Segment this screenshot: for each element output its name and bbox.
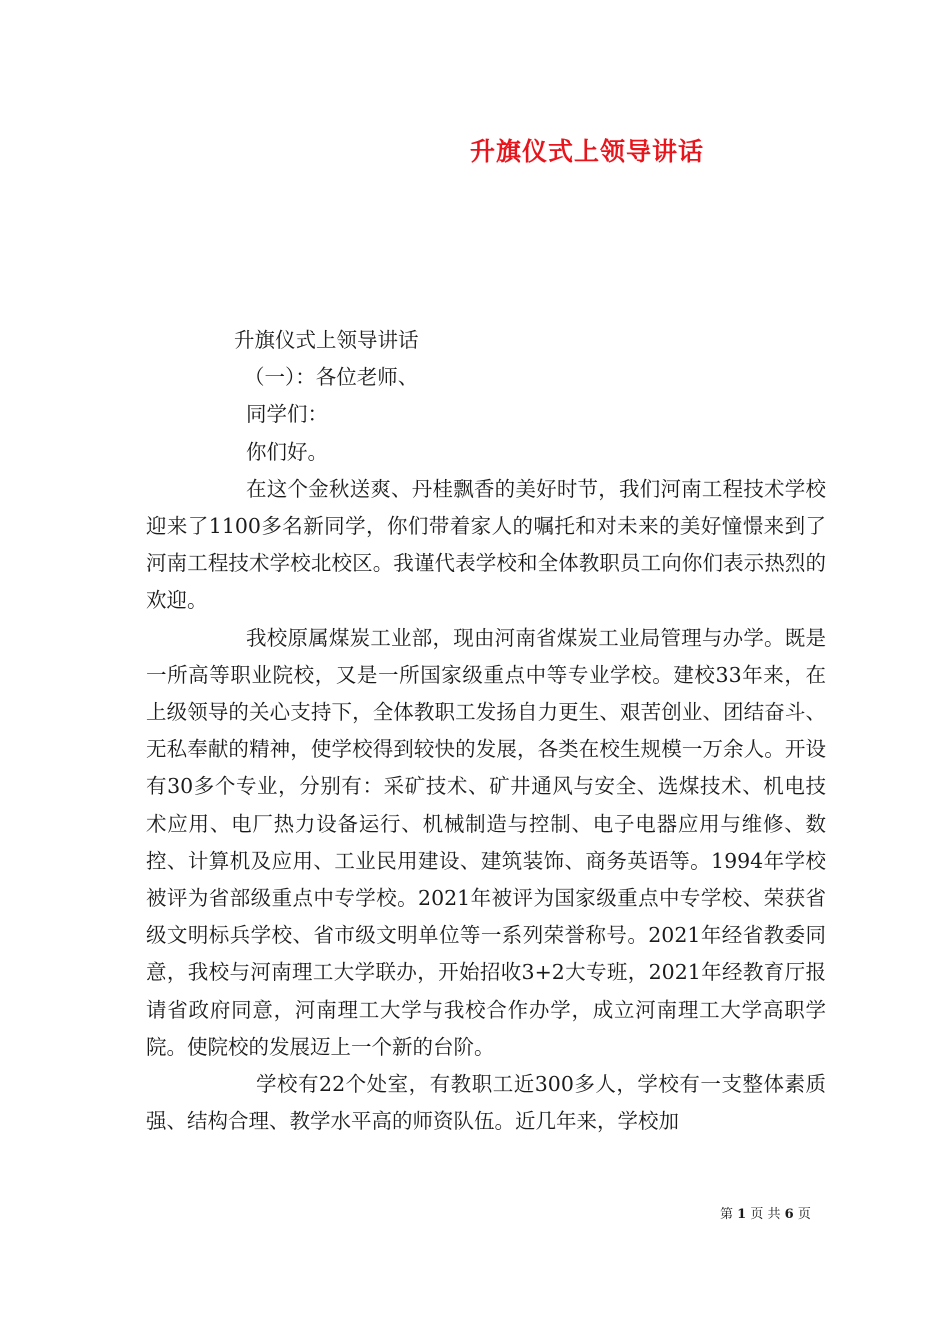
paragraph-welcome: 在这个金秋送爽、丹桂飘香的美好时节，我们河南工程技术学校迎来了1100多名新同学，你们带着家人的嘱托和对未来的美好憧憬来到了河南工程技术学校北校区。我谨代表学校和全体教职员工向你们表示热烈的欢迎。 xyxy=(146,476,826,613)
paragraph-faculty: 学校有22个处室，有教职工近300多人，学校有一支整体素质强、结构合理、教学水平高的师资队伍。近几年来，学校加 xyxy=(146,1072,826,1134)
salutation-line-2: 同学们： xyxy=(246,402,328,427)
page-title: 升旗仪式上领导讲话 xyxy=(470,137,705,166)
salutation-line-1: （一）：各位老师、 xyxy=(244,365,419,390)
footer-suffix: 页 xyxy=(797,1207,811,1222)
paragraph-school-history: 我校原属煤炭工业部，现由河南省煤炭工业局管理与办学。既是一所高等职业院校，又是一所国家级重点中等专业学校。建校33年来，在上级领导的关心支持下，全体教职工发扬自力更生、艰苦创业、团结奋斗、无私奉献的精神，使学校得到较快的发展，各类在校生规模一万余人。开设有30多个专业，分别有：采矿技术、矿井通风与安全、选煤技术、机电技术应用、电厂热力设备运行、机械制造与控制、电子电器应用与维修、数控、计算机及应用、工业民用建设、建筑装饰、商务英语等。1994年学校被评为省部级重点中专学校。2021年被评为国家级重点中专学校、荣获省级文明标兵学校、省市级文明单位等一系列荣誉称号。2021年经省教委同意，我校与河南理工大学联办，开始招收3+2大专班，2021年经教育厅报请省政府同意，河南理工大学与我校合作办学，成立河南理工大学高职学院。使院校的发展迈上一个新的台阶。 xyxy=(146,625,826,1059)
page-footer xyxy=(720,1203,811,1222)
greeting-line: 你们好。 xyxy=(246,439,328,464)
footer-page-number: 1 xyxy=(737,1207,747,1222)
document-body xyxy=(146,322,826,1140)
footer-prefix: 第 xyxy=(720,1207,734,1222)
footer-middle: 页 共 xyxy=(750,1207,781,1222)
speech-heading: 升旗仪式上领导讲话 xyxy=(234,328,419,352)
footer-total-pages: 6 xyxy=(784,1207,794,1222)
